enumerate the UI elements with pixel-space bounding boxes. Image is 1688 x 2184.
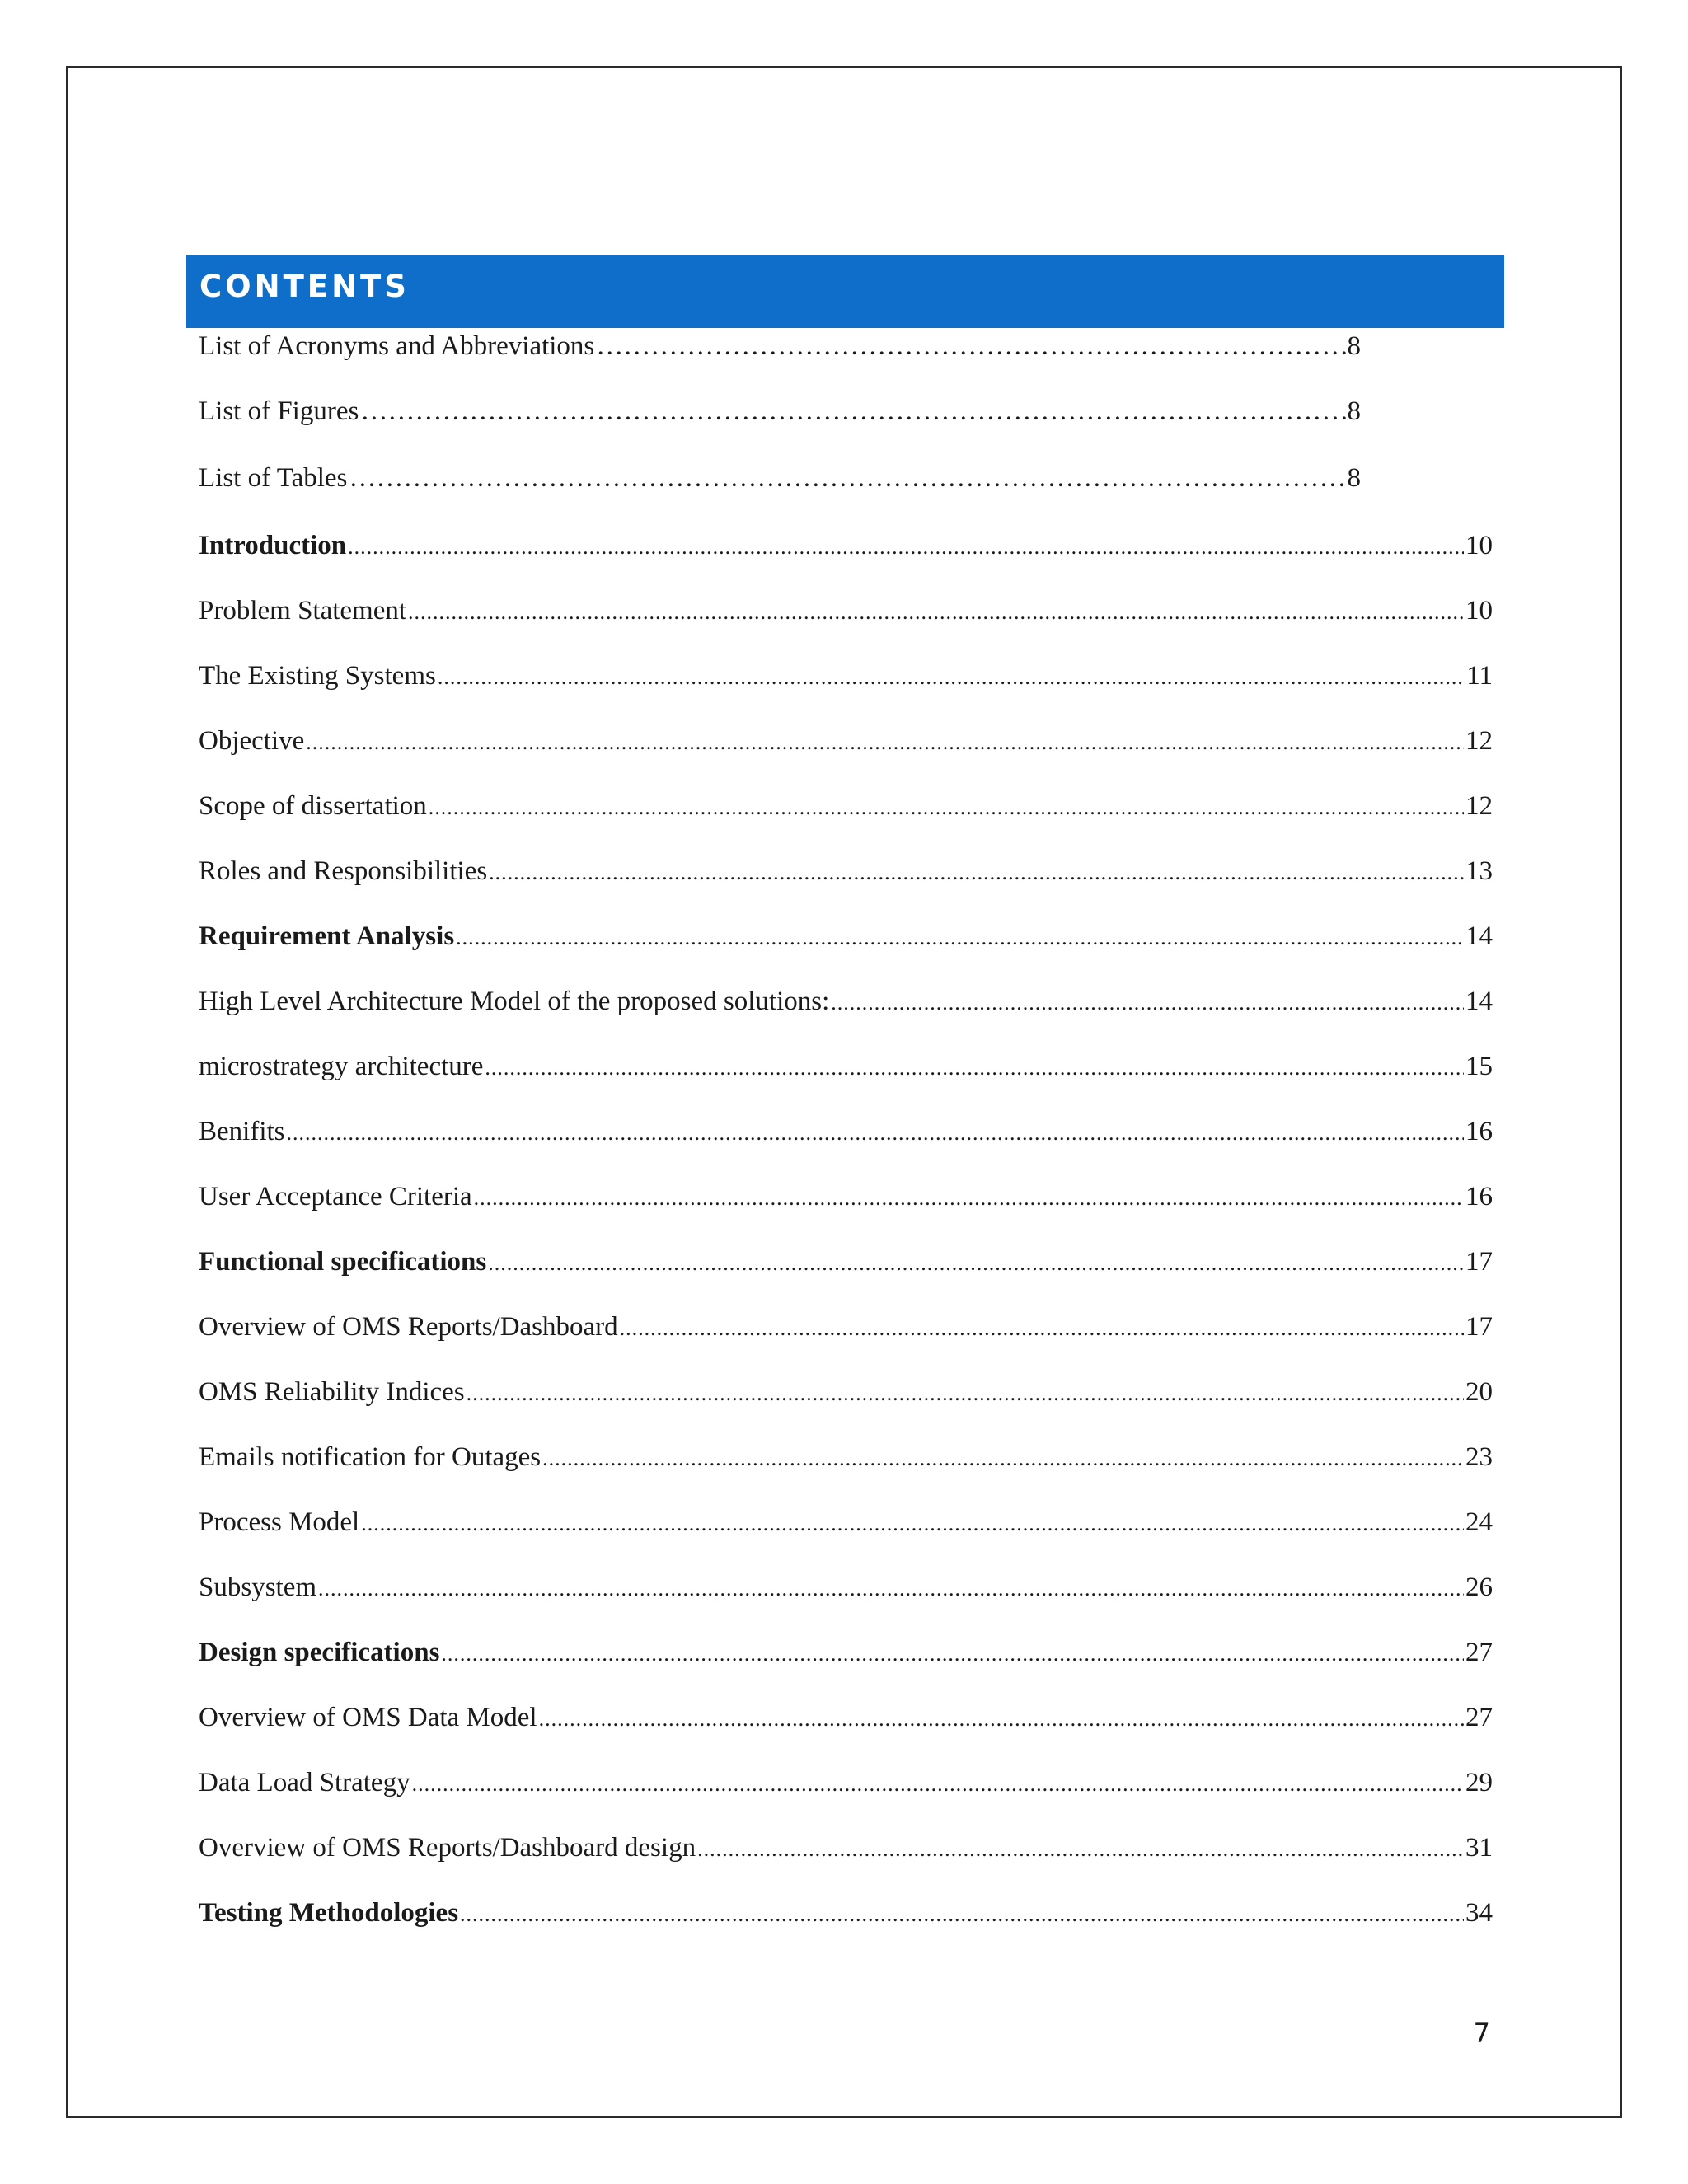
toc-entry-page: 34 <box>1465 1898 1493 1928</box>
toc-dot-leader <box>460 1895 1464 1933</box>
toc-entry-label: Overview of OMS Data Model <box>199 1703 537 1732</box>
toc-dot-leader <box>438 658 1465 696</box>
toc-entry[interactable] <box>199 1048 1493 1085</box>
toc-entry-label: Functional specifications <box>199 1247 487 1277</box>
toc-entry-page: 17 <box>1465 1312 1493 1342</box>
toc-entry[interactable] <box>199 460 1361 496</box>
toc-dot-leader <box>620 1309 1464 1347</box>
toc-entry[interactable] <box>199 788 1493 824</box>
toc-entry[interactable] <box>199 1113 1493 1150</box>
toc-entry-page: 12 <box>1465 726 1493 756</box>
toc-entry-label: Objective <box>199 726 305 756</box>
toc-entry-label: Problem Statement <box>199 596 407 626</box>
toc-entry-label: List of Tables <box>199 463 348 493</box>
toc-dot-leader <box>831 983 1464 1021</box>
toc-dot-leader <box>287 1113 1465 1151</box>
toc-entry-page: 24 <box>1465 1507 1493 1537</box>
toc-entry[interactable] <box>199 1244 1493 1280</box>
toc-dot-leader <box>542 1439 1464 1477</box>
toc-dot-leader <box>429 788 1464 826</box>
toc-entry-page: 14 <box>1465 987 1493 1016</box>
toc-entry-page: 8 <box>1347 396 1361 426</box>
toc-dot-leader <box>456 918 1464 956</box>
toc-entry-label: microstrategy architecture <box>199 1052 484 1081</box>
toc-dot-leader <box>697 1830 1464 1868</box>
toc-entry-page: 27 <box>1465 1703 1493 1732</box>
toc-entry[interactable] <box>199 1374 1493 1410</box>
toc-entry[interactable] <box>199 1569 1493 1605</box>
toc-dot-leader <box>485 1048 1464 1086</box>
toc-entry-label: List of Figures <box>199 396 359 426</box>
toc-entry-page: 8 <box>1347 331 1361 361</box>
toc-dot-leader <box>489 853 1464 891</box>
toc-entry-label: Scope of dissertation <box>199 791 427 821</box>
toc-entry[interactable] <box>199 983 1493 1019</box>
toc-dot-leader <box>361 1504 1464 1542</box>
toc-entry-label: User Acceptance Criteria <box>199 1182 472 1212</box>
toc-dot-leader <box>360 393 1345 429</box>
toc-dot-leader <box>348 527 1464 565</box>
toc-entry-page: 17 <box>1465 1247 1493 1277</box>
toc-entry-page: 12 <box>1465 791 1493 821</box>
toc-entry-label: Design specifications <box>199 1638 440 1667</box>
toc-entry-label: Overview of OMS Reports/Dashboard <box>199 1312 618 1342</box>
toc-dot-leader <box>306 723 1464 761</box>
toc-dot-leader <box>349 460 1345 496</box>
toc-dot-leader <box>412 1765 1464 1802</box>
toc-entry[interactable] <box>199 1309 1493 1345</box>
toc-entry-label: High Level Architecture Model of the proposed solutions: <box>199 987 830 1016</box>
contents-heading: CONTENTS <box>199 268 410 304</box>
toc-entry-page: 26 <box>1465 1572 1493 1602</box>
page-number: 7 <box>1473 2018 1490 2049</box>
toc-entry-label: Roles and Responsibilities <box>199 856 488 886</box>
toc-entry[interactable] <box>199 527 1493 564</box>
toc-entry-label: Process Model <box>199 1507 360 1537</box>
toc-dot-leader <box>441 1634 1464 1672</box>
toc-dot-leader <box>318 1569 1464 1607</box>
toc-entry-page: 31 <box>1465 1833 1493 1863</box>
toc-entry[interactable] <box>199 658 1493 694</box>
toc-entry[interactable] <box>199 918 1493 954</box>
toc-entry-page: 27 <box>1465 1638 1493 1667</box>
toc-entry-page: 10 <box>1465 596 1493 626</box>
toc-entry-label: Requirement Analysis <box>199 921 455 951</box>
toc-dot-leader <box>467 1374 1464 1412</box>
toc-entry-label: List of Acronyms and Abbreviations <box>199 331 595 361</box>
toc-entry[interactable] <box>199 1504 1493 1540</box>
toc-entry-label: Emails notification for Outages <box>199 1442 542 1472</box>
toc-entry-label: Overview of OMS Reports/Dashboard design <box>199 1833 696 1863</box>
toc-entry[interactable] <box>199 1895 1493 1931</box>
toc-entry[interactable] <box>199 1765 1493 1801</box>
toc-entry[interactable] <box>199 1634 1493 1671</box>
toc-entry-label: The Existing Systems <box>199 661 436 691</box>
toc-entry-label: OMS Reliability Indices <box>199 1377 465 1407</box>
toc-entry[interactable] <box>199 328 1361 364</box>
toc-dot-leader <box>474 1179 1464 1216</box>
toc-entry-page: 23 <box>1465 1442 1493 1472</box>
toc-entry-page: 29 <box>1465 1768 1493 1797</box>
contents-heading-banner <box>186 255 1504 328</box>
toc-entry[interactable] <box>199 1439 1493 1475</box>
toc-entry-page: 14 <box>1465 921 1493 951</box>
toc-entry-label: Data Load Strategy <box>199 1768 410 1797</box>
toc-dot-leader <box>488 1244 1464 1282</box>
toc-entry-page: 10 <box>1465 531 1493 560</box>
toc-dot-leader <box>408 593 1464 630</box>
toc-entry-page: 8 <box>1347 463 1361 493</box>
toc-entry-page: 20 <box>1465 1377 1493 1407</box>
toc-dot-leader <box>539 1699 1464 1737</box>
toc-entry-label: Subsystem <box>199 1572 317 1602</box>
toc-entry-page: 16 <box>1465 1117 1493 1146</box>
toc-entry[interactable] <box>199 853 1493 889</box>
toc-entry[interactable] <box>199 593 1493 629</box>
toc-entry-label: Testing Methodologies <box>199 1898 459 1928</box>
page-border <box>66 66 1622 2118</box>
toc-entry[interactable] <box>199 1699 1493 1736</box>
toc-entry-page: 15 <box>1465 1052 1493 1081</box>
toc-entry[interactable] <box>199 1830 1493 1866</box>
toc-dot-leader <box>596 328 1345 364</box>
toc-entry[interactable] <box>199 393 1361 429</box>
toc-entry[interactable] <box>199 723 1493 759</box>
toc-entry-page: 16 <box>1465 1182 1493 1212</box>
toc-entry-page: 13 <box>1465 856 1493 886</box>
toc-entry-page: 11 <box>1466 661 1493 691</box>
toc-entry-label: Benifits <box>199 1117 285 1146</box>
toc-entry[interactable] <box>199 1179 1493 1215</box>
toc-entry-label: Introduction <box>199 531 347 560</box>
